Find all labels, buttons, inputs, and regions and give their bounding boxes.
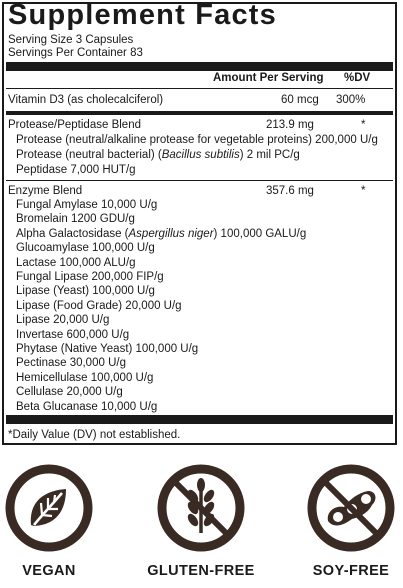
ingredient-species: Aspergillus niger xyxy=(128,227,214,240)
ingredient-item: Glucoamylase 100,000 U/g xyxy=(16,242,155,255)
ingredient-item: Fungal Lipase 200,000 FIP/g xyxy=(16,271,164,283)
ingredient-item: Hemicellulase 100,000 U/g xyxy=(16,371,154,384)
ingredient-item: Invertase 600,000 U/g xyxy=(16,328,130,341)
soy-free-badge xyxy=(306,463,396,553)
protease-blend-dv: * xyxy=(361,119,366,131)
ingredient-item: Lactase 100,000 ALU/g xyxy=(16,256,136,269)
ingredient-item xyxy=(16,148,300,162)
divider-thin xyxy=(6,180,393,181)
ingredient-item: Peptidase 7,000 HUT/g xyxy=(16,164,136,176)
divider-thin xyxy=(6,88,393,89)
ingredient-item: Lipase (Food Grade) 20,000 U/g xyxy=(16,299,182,312)
servings-per-container: Servings Per Container 83 xyxy=(8,47,143,59)
ingredient-item: Lipase 20,000 U/g xyxy=(16,314,110,327)
enzyme-blend-dv: * xyxy=(361,185,366,197)
supplement-facts-panel xyxy=(2,2,397,445)
serving-size: Serving Size 3 Capsules xyxy=(8,34,134,46)
vitamin-d3-dv: 300% xyxy=(336,94,366,106)
wheat-crossed-icon xyxy=(156,463,246,553)
soy-free-label: SOY-FREE xyxy=(312,563,390,579)
footnote: *Daily Value (DV) not established. xyxy=(8,429,181,441)
divider-medium xyxy=(6,111,393,115)
divider-thick xyxy=(6,62,393,71)
soybean-crossed-icon xyxy=(306,463,396,553)
protease-blend-amount: 213.9 mg xyxy=(266,119,314,131)
gluten-free-badge xyxy=(156,463,246,553)
protease-blend-name: Protease/Peptidase Blend xyxy=(8,119,141,131)
col-amount-header: Amount Per Serving xyxy=(213,72,324,84)
ingredient-item: Beta Glucanase 10,000 U/g xyxy=(16,400,158,413)
ingredient-species: Bacillus subtilis xyxy=(161,149,240,161)
leaf-icon xyxy=(4,463,94,553)
ingredient-item: Pectinase 30,000 U/g xyxy=(16,357,126,370)
col-dv-header: %DV xyxy=(344,72,371,84)
ingredient-text: Alpha Galactosidase ( xyxy=(16,227,129,240)
vegan-label: VEGAN xyxy=(22,563,76,579)
vitamin-d3-amount: 60 mcg xyxy=(281,94,319,106)
ingredient-item: Cellulase 20,000 U/g xyxy=(16,386,123,399)
vitamin-d3-name: Vitamin D3 (as cholecalciferol) xyxy=(8,94,164,106)
ingredient-item: Phytase (Native Yeast) 100,000 U/g xyxy=(16,343,199,355)
enzyme-blend-amount: 357.6 mg xyxy=(266,185,314,197)
panel-title: Supplement Facts xyxy=(8,0,277,31)
ingredient-item: Lipase (Yeast) 100,000 U/g xyxy=(16,285,155,298)
ingredient-item: Fungal Amylase 10,000 U/g xyxy=(16,199,158,211)
ingredient-item xyxy=(16,227,306,241)
ingredient-text: Protease (neutral bacterial) ( xyxy=(16,149,162,161)
ingredient-text: ) 2 mil PC/g xyxy=(239,149,300,161)
divider-thick xyxy=(6,415,393,424)
enzyme-blend-name: Enzyme Blend xyxy=(8,185,83,197)
badge-row xyxy=(0,463,403,588)
ingredient-text: ) 100,000 GALU/g xyxy=(213,227,307,240)
vegan-badge xyxy=(4,463,94,553)
gluten-free-label: GLUTEN-FREE xyxy=(147,563,255,579)
ingredient-item: Bromelain 1200 GDU/g xyxy=(16,213,135,226)
ingredient-item: Protease (neutral/alkaline protease for vegetable proteins) 200,000 U/g xyxy=(16,134,378,146)
